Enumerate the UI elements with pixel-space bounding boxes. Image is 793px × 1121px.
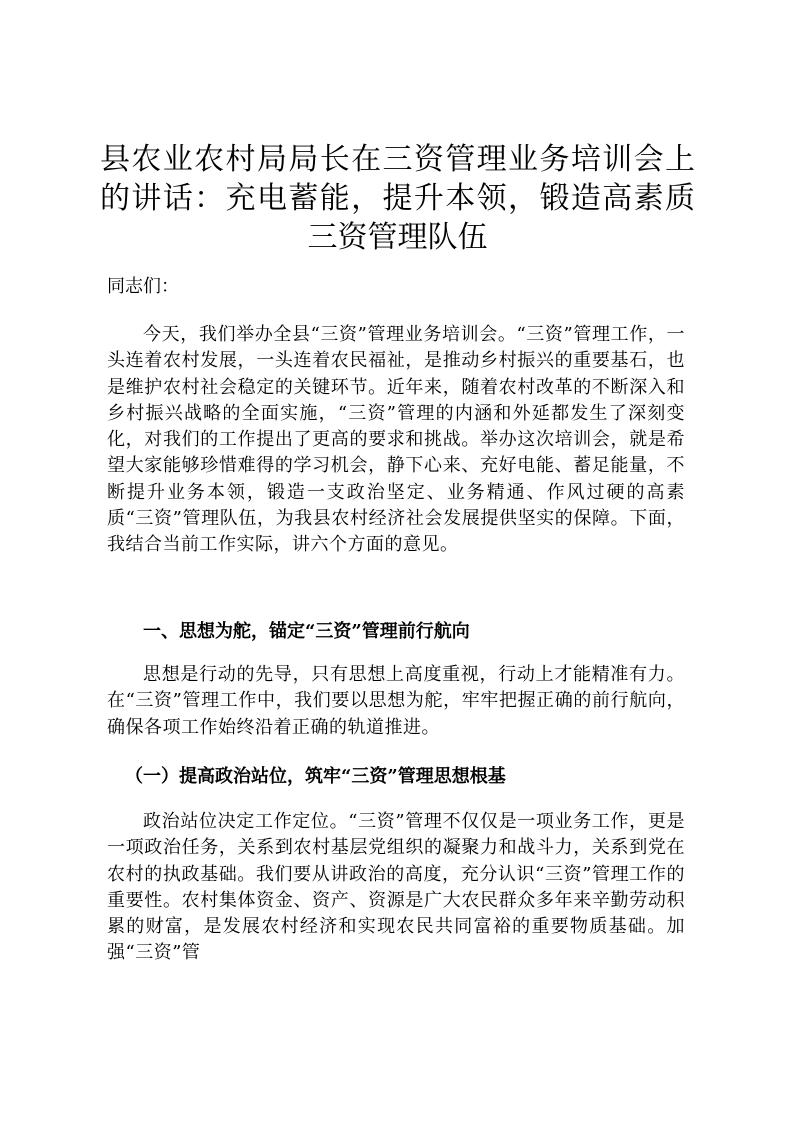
section-1-paragraph: 思想是行动的先导，只有思想上高度重视，行动上才能精准有力。在“三资”管理工作中，我们要以思想为舵，牢牢把握正确的前行航向，确保各项工作始终沿着正确的轨道推进。 (107, 664, 685, 738)
subsection-1-paragraph: 政治站位决定工作定位。“三资”管理不仅仅是一项业务工作，更是一项政治任务，关系到农村基层党组织的凝聚力和战斗力，关系到党在农村的执政基础。我们要从讲政治的高度，充分认识“三资”管理工作的重要性。农村集体资金、资产、资源是广大农民群众多年来辛勤劳动积累的财富，是发展农村经济和实现农民共同富裕的重要物质基础。加强“三资”管 (107, 811, 685, 964)
document-title: 县农业农村局局长在三资管理业务培训会上的讲话：充电蓄能，提升本领，锻造高素质三资管理队伍 (100, 142, 695, 255)
section-1-heading: 一、思想为舵，锚定“三资”管理前行航向 (143, 621, 470, 642)
intro-paragraph: 今天，我们举办全县“三资”管理业务培训会。“三资”管理工作，一头连着农村发展，一头连着农民福祉，是推动乡村振兴的重要基石，也是维护农村社会稳定的关键环节。近年来，随着农村改革的不断深入和乡村振兴战略的全面实施，“三资”管理的内涵和外延都发生了深刻变化，对我们的工作提出了更高的要求和挑战。举办这次培训会，就是希望大家能够珍惜难得的学习机会，静下心来、充好电能、蓄足能量，不断提升业务本领，锻造一支政治坚定、业务精通、作风过硬的高素质“三资”管理队伍，为我县农村经济社会发展提供坚实的保障。下面，我结合当前工作实际，讲六个方面的意见。 (107, 324, 685, 556)
salutation: 同志们： (107, 276, 179, 297)
subsection-1-heading: （一）提高政治站位，筑牢“三资”管理思想根基 (125, 766, 506, 787)
